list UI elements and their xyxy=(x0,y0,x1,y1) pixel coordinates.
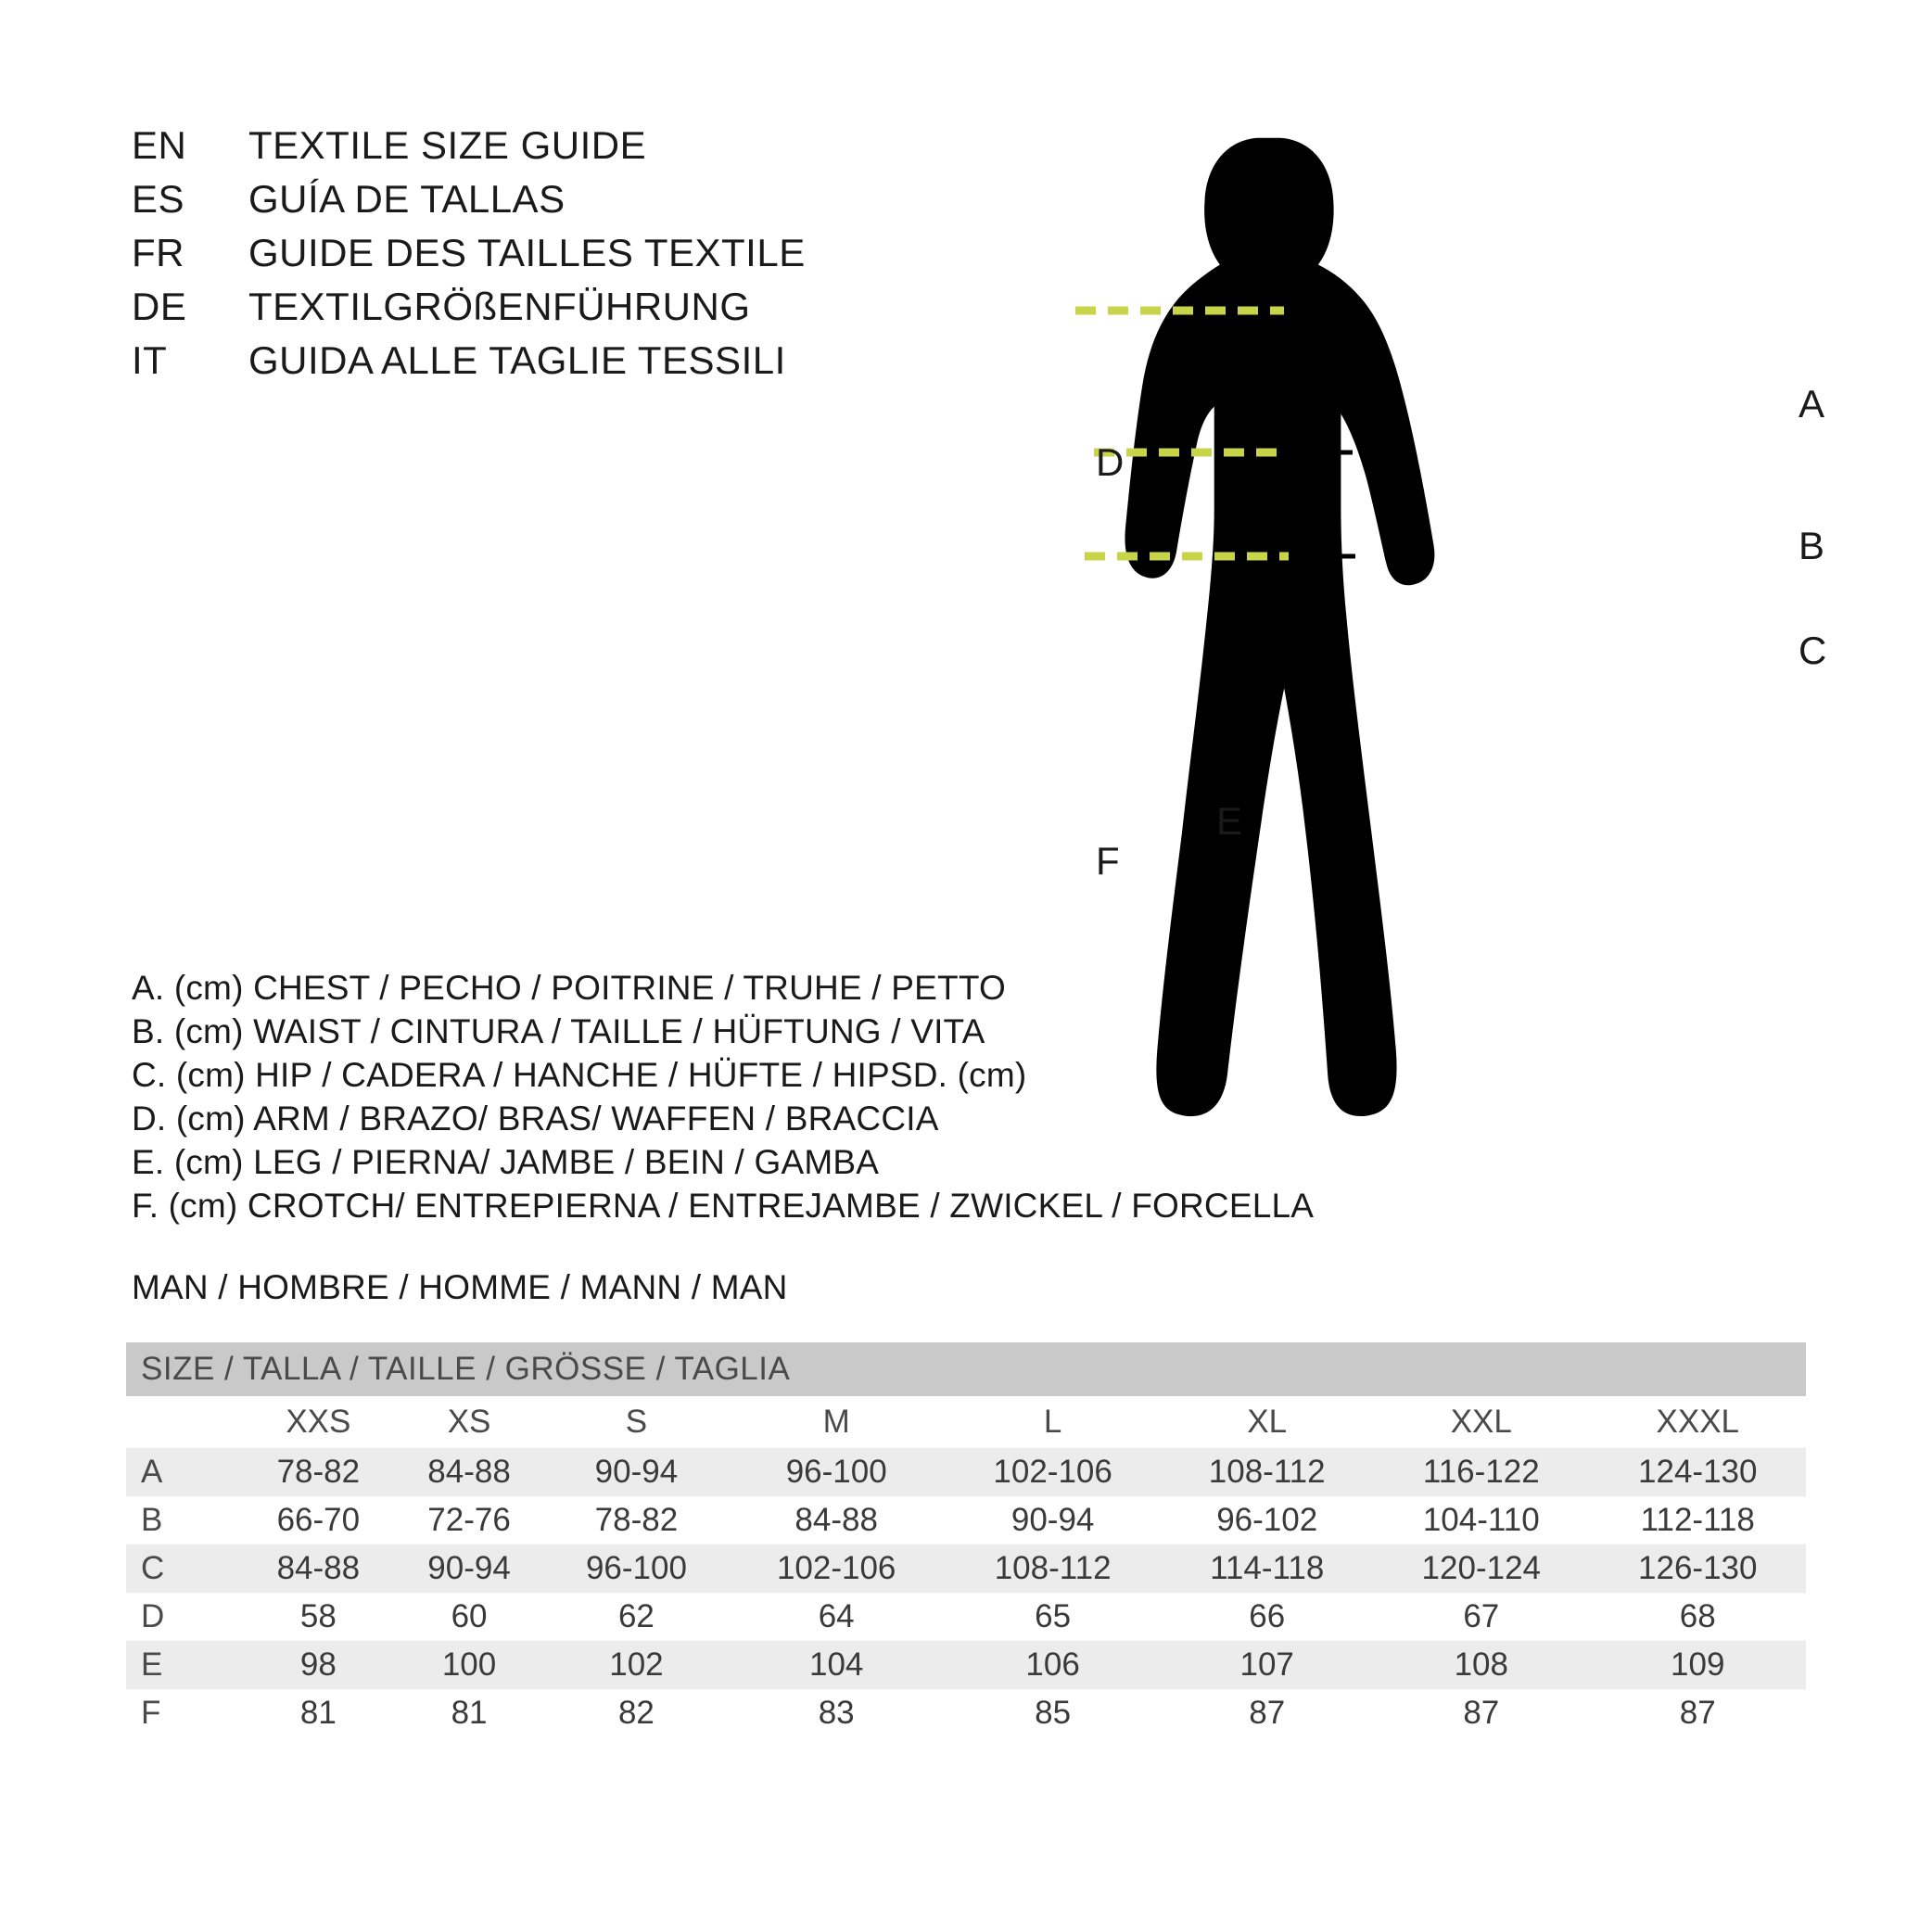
language-row-es xyxy=(132,172,806,226)
cell-f-xxs: 81 xyxy=(243,1689,394,1737)
language-row-it xyxy=(132,334,806,388)
cell-c-xxl: 120-124 xyxy=(1373,1544,1589,1593)
row-label-d: D xyxy=(126,1593,243,1641)
cell-e-xl: 107 xyxy=(1161,1641,1373,1689)
cell-c-xl: 114-118 xyxy=(1161,1544,1373,1593)
cell-d-xxl: 67 xyxy=(1373,1593,1589,1641)
column-header-m: M xyxy=(728,1396,944,1448)
table-corner-cell xyxy=(126,1396,243,1448)
legend-line-a: A. (cm) CHEST / PECHO / POITRINE / TRUHE / PETTO xyxy=(132,969,1006,1007)
cell-c-xxs: 84-88 xyxy=(243,1544,394,1593)
cell-a-xs: 84-88 xyxy=(394,1448,545,1496)
legend-line-b: B. (cm) WAIST / CINTURA / TAILLE / HÜFTUNG / VITA xyxy=(132,1012,985,1050)
language-row-fr xyxy=(132,226,806,280)
cell-f-xl: 87 xyxy=(1161,1689,1373,1737)
table-header-row xyxy=(126,1396,1806,1448)
language-code: FR xyxy=(132,231,184,274)
language-code: DE xyxy=(132,285,187,328)
table-title: SIZE / TALLA / TAILLE / GRÖSSE / TAGLIA xyxy=(126,1342,1806,1396)
size-table xyxy=(126,1342,1806,1737)
cell-d-xs: 60 xyxy=(394,1593,545,1641)
row-label-f: F xyxy=(126,1689,243,1737)
cell-b-l: 90-94 xyxy=(945,1496,1161,1544)
cell-f-m: 83 xyxy=(728,1689,944,1737)
table-title-row xyxy=(126,1342,1806,1396)
language-title: TEXTILGRÖßENFÜHRUNG xyxy=(248,285,751,328)
column-header-xs: XS xyxy=(394,1396,545,1448)
size-diagram xyxy=(1001,83,1836,1214)
language-code: EN xyxy=(132,123,187,167)
row-label-b: B xyxy=(126,1496,243,1544)
cell-b-m: 84-88 xyxy=(728,1496,944,1544)
cell-e-s: 102 xyxy=(544,1641,728,1689)
cell-b-xxxl: 112-118 xyxy=(1590,1496,1807,1544)
language-code: IT xyxy=(132,338,168,382)
language-row-de xyxy=(132,280,806,334)
cell-e-xxs: 98 xyxy=(243,1641,394,1689)
language-title: TEXTILE SIZE GUIDE xyxy=(248,123,647,167)
cell-d-s: 62 xyxy=(544,1593,728,1641)
cell-a-m: 96-100 xyxy=(728,1448,944,1496)
label-b: B xyxy=(1799,524,1825,567)
column-header-xxl: XXL xyxy=(1373,1396,1589,1448)
cell-b-s: 78-82 xyxy=(544,1496,728,1544)
cell-c-xs: 90-94 xyxy=(394,1544,545,1593)
cell-b-xxl: 104-110 xyxy=(1373,1496,1589,1544)
cell-a-l: 102-106 xyxy=(945,1448,1161,1496)
label-c: C xyxy=(1799,629,1827,672)
cell-c-l: 108-112 xyxy=(945,1544,1161,1593)
language-title-list xyxy=(132,119,806,388)
table-row xyxy=(126,1641,1806,1689)
male-silhouette-icon xyxy=(1125,138,1434,1116)
table-row xyxy=(126,1496,1806,1544)
cell-a-xl: 108-112 xyxy=(1161,1448,1373,1496)
table-row xyxy=(126,1448,1806,1496)
cell-f-xxl: 87 xyxy=(1373,1689,1589,1737)
cell-f-l: 85 xyxy=(945,1689,1161,1737)
cell-d-xxxl: 68 xyxy=(1590,1593,1807,1641)
cell-e-xxl: 108 xyxy=(1373,1641,1589,1689)
label-a: A xyxy=(1799,382,1825,426)
cell-d-xxs: 58 xyxy=(243,1593,394,1641)
row-label-c: C xyxy=(126,1544,243,1593)
language-title: GUIDA ALLE TAGLIE TESSILI xyxy=(248,338,786,382)
cell-e-m: 104 xyxy=(728,1641,944,1689)
cell-d-xl: 66 xyxy=(1161,1593,1373,1641)
cell-e-xs: 100 xyxy=(394,1641,545,1689)
language-title: GUÍA DE TALLAS xyxy=(248,177,566,221)
legend-line-c: C. (cm) HIP / CADERA / HANCHE / HÜFTE / HIPSD. (cm) xyxy=(132,1056,1027,1094)
cell-b-xl: 96-102 xyxy=(1161,1496,1373,1544)
cell-f-xxxl: 87 xyxy=(1590,1689,1807,1737)
row-label-e: E xyxy=(126,1641,243,1689)
gender-label: MAN / HOMBRE / HOMME / MANN / MAN xyxy=(132,1268,788,1306)
language-code: ES xyxy=(132,177,185,221)
legend-line-e: E. (cm) LEG / PIERNA/ JAMBE / BEIN / GAMBA xyxy=(132,1143,880,1181)
cell-e-l: 106 xyxy=(945,1641,1161,1689)
cell-b-xxs: 66-70 xyxy=(243,1496,394,1544)
language-row-en xyxy=(132,119,806,172)
label-e: E xyxy=(1216,799,1243,843)
cell-c-s: 96-100 xyxy=(544,1544,728,1593)
table-row xyxy=(126,1593,1806,1641)
cell-f-s: 82 xyxy=(544,1689,728,1737)
cell-f-xs: 81 xyxy=(394,1689,545,1737)
cell-e-xxxl: 109 xyxy=(1590,1641,1807,1689)
cell-a-s: 90-94 xyxy=(544,1448,728,1496)
cell-d-l: 65 xyxy=(945,1593,1161,1641)
legend-line-f: F. (cm) CROTCH/ ENTREPIERNA / ENTREJAMBE / ZWICKEL / FORCELLA xyxy=(132,1187,1315,1225)
column-header-xl: XL xyxy=(1161,1396,1373,1448)
label-d: D xyxy=(1096,440,1125,484)
column-header-s: S xyxy=(544,1396,728,1448)
cell-a-xxs: 78-82 xyxy=(243,1448,394,1496)
table-row xyxy=(126,1689,1806,1737)
legend-line-d: D. (cm) ARM / BRAZO/ BRAS/ WAFFEN / BRACCIA xyxy=(132,1099,939,1138)
cell-d-m: 64 xyxy=(728,1593,944,1641)
column-header-l: L xyxy=(945,1396,1161,1448)
label-f: F xyxy=(1096,839,1120,883)
cell-a-xxxl: 124-130 xyxy=(1590,1448,1807,1496)
cell-c-xxxl: 126-130 xyxy=(1590,1544,1807,1593)
column-header-xxxl: XXXL xyxy=(1590,1396,1807,1448)
column-header-xxs: XXS xyxy=(243,1396,394,1448)
table-row xyxy=(126,1544,1806,1593)
row-label-a: A xyxy=(126,1448,243,1496)
cell-a-xxl: 116-122 xyxy=(1373,1448,1589,1496)
cell-b-xs: 72-76 xyxy=(394,1496,545,1544)
cell-c-m: 102-106 xyxy=(728,1544,944,1593)
language-title: GUIDE DES TAILLES TEXTILE xyxy=(248,231,806,274)
